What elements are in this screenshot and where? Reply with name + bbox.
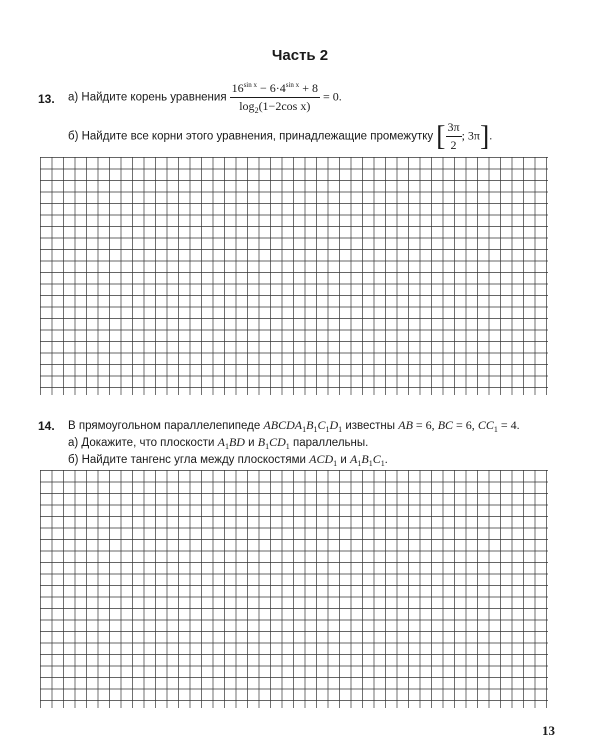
task-14-intro: В прямоугольном параллелепипеде $ABCDA_1B_1C_1D_1$ известны AB = 6, BC = 6, $CC_1 = 4$. — [68, 418, 520, 434]
task-13-b-prefix: б) Найдите все корни этого уравнения, принадлежащие промежутку — [68, 130, 434, 143]
page-number: 13 — [542, 723, 555, 738]
equation-denominator: $\log_2(1-2\cos$ x) — [239, 99, 311, 115]
answer-grid-14[interactable] — [40, 470, 548, 708]
interval-fraction: $\frac{3\pi}{2}$ — [447, 120, 460, 152]
task-14-number: 14. — [38, 419, 55, 433]
task-13-a-prefix: а) Найдите корень уравнения — [68, 91, 227, 104]
task-13-part-b: б) Найдите все корни этого уравнения, принадлежащие промежутку [ $\frac{3\pi}{2}$ ; 3π]. — [68, 120, 493, 152]
answer-grid-13[interactable] — [40, 157, 548, 395]
task-14-part-b: б) Найдите тангенс угла между плоскостями $ACD_1$ и $A_1B_1C_1$. — [68, 452, 388, 468]
equation-fraction — [230, 81, 320, 114]
task-14-part-a: а) Докажите, что плоскости $A_1BD$ и $B_1CD_1$ параллельны. — [68, 435, 369, 451]
task-13-part-a: а) Найдите корень уравнения $\frac{16^{sin x} - 6\cdot 4^{sin x} + 8}{\log_2(1-2\cos x)}$ = 0. — [68, 81, 342, 115]
equation-equals: = 0 — [322, 89, 339, 104]
task-13-number: 13. — [38, 92, 55, 106]
part-title: Часть 2 — [271, 47, 329, 64]
interval-end: ; 3π — [461, 128, 480, 143]
equation-numerator: $16^{sin x} - 6\cdot 4^{sin x} + 8$ — [230, 81, 320, 98]
